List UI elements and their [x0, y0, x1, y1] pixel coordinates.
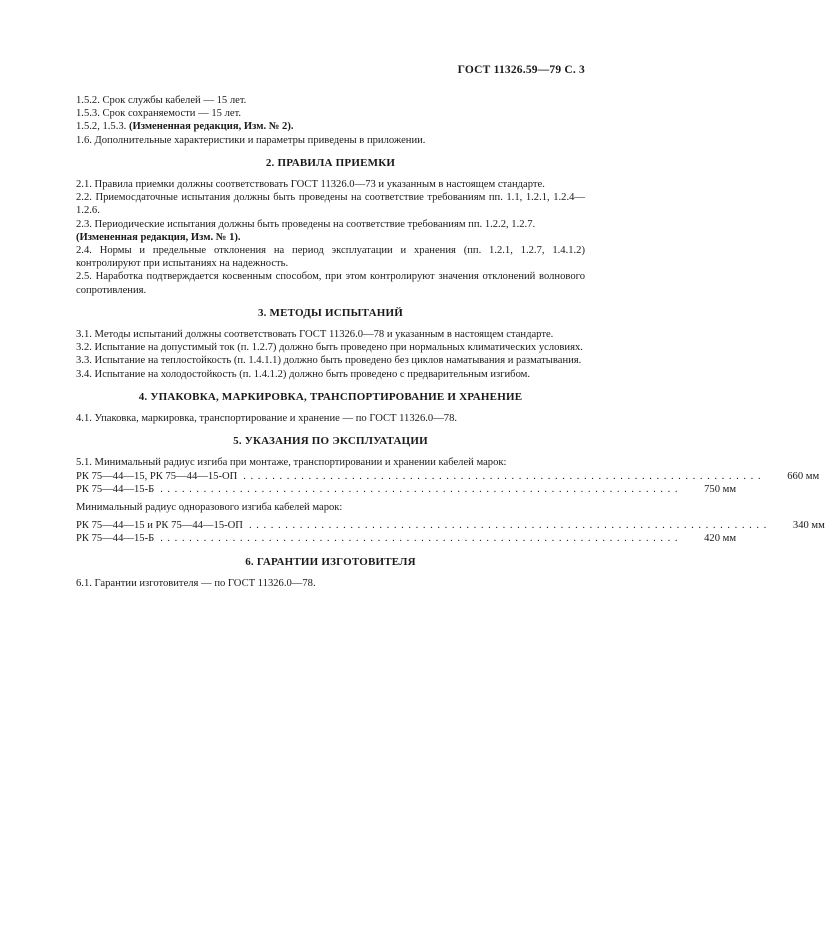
radius-row: [76, 532, 737, 545]
item-2-4: 2.4. Нормы и предельные отклонения на период эксплуатации и хранения (пп. 1.2.1, 1.2.7, 1.4.1.2) контролируют при испытаниях на надежность.: [76, 245, 585, 270]
item-2-2: 2.2. Приемосдаточные испытания должны быть проведены на соответствие требованиям пп. 1.1, 1.2.1, 1.2.4—1.2.6.: [76, 192, 585, 217]
cable-mark: РК 75—44—15, РК 75—44—15-ОП: [76, 470, 238, 482]
item-3-1: 3.1. Методы испытаний должны соответствовать ГОСТ 11326.0—78 и указанным в настоящем стандарте.: [76, 329, 554, 341]
item-1-5-2: 1.5.2. Срок службы кабелей — 15 лет.: [76, 95, 247, 106]
item-3-2: 3.2. Испытание на допустимый ток (п. 1.2.7) должно быть проведено при нормальных климатических условиях.: [76, 342, 583, 354]
item-4-1: 4.1. Упаковка, маркировка, транспортирование и хранение — по ГОСТ 11326.0—78.: [76, 413, 458, 425]
revision-note-2: [76, 231, 585, 244]
item-1-6: 1.6. Дополнительные характеристики и параметры приведены в приложении.: [76, 134, 426, 146]
cable-mark: РК 75—44—15-Б: [76, 483, 155, 495]
item-6-1: 6.1. Гарантии изготовителя — по ГОСТ 11326.0—78.: [76, 577, 316, 589]
item-1-5-3: 1.5.3. Срок сохраняемости — 15 лет.: [76, 108, 242, 120]
radius-value: 340 мм: [792, 520, 825, 532]
revision-prefix: 1.5.2, 1.5.3.: [76, 121, 129, 133]
cable-mark: РК 75—44—15-Б: [76, 533, 155, 545]
radius-value: 420 мм: [704, 533, 737, 545]
revision-bold: (Измененная редакция, Изм. № 1).: [76, 231, 241, 243]
item-2-5: 2.5. Наработка подтверждается косвенным способом, при этом контролируют значения отклонений волнового сопротивления.: [76, 271, 585, 296]
leader-dots: ........................................................................: [243, 470, 766, 482]
revision-note-1: [76, 120, 585, 133]
radius-row: [76, 470, 820, 483]
leader-dots: ........................................................................: [248, 520, 771, 532]
item-3-4: 3.4. Испытание на холодостойкость (п. 1.4.1.2) должно быть проведено с предварительным изгибом.: [76, 368, 531, 380]
page-header: ГОСТ 11326.59—79 С. 3: [457, 64, 585, 76]
section-4-title: 4. УПАКОВКА, МАРКИРОВКА, ТРАНСПОРТИРОВАНИЕ И ХРАНЕНИЕ: [138, 390, 523, 403]
radius-row: [76, 519, 825, 532]
cable-mark: РК 75—44—15 и РК 75—44—15-ОП: [76, 520, 243, 532]
document-body: [76, 94, 825, 590]
section-3-title: 3. МЕТОДЫ ИСПЫТАНИЙ: [257, 306, 404, 319]
item-5-1: 5.1. Минимальный радиус изгиба при монтаже, транспортировании и хранении кабелей марок:: [76, 457, 507, 469]
leader-dots: ........................................................................: [160, 483, 683, 495]
revision-bold: (Измененная редакция, Изм. № 2).: [128, 121, 294, 133]
item-2-3: 2.3. Периодические испытания должны быть проведены на соответствие требованиям пп. 1.2.2, 1.2.7.: [76, 218, 536, 230]
one-time-bend-intro: Минимальный радиус одноразового изгиба кабелей марок:: [76, 502, 343, 514]
section-5-title: 5. УКАЗАНИЯ ПО ЭКСПЛУАТАЦИИ: [233, 435, 428, 448]
leader-dots: ........................................................................: [160, 533, 683, 545]
radius-value: 750 мм: [704, 483, 737, 495]
radius-value: 660 мм: [787, 470, 820, 482]
item-2-1: 2.1. Правила приемки должны соответствовать ГОСТ 11326.0—73 и указанным в настоящем стандарте.: [76, 179, 545, 191]
section-6-title: 6. ГАРАНТИИ ИЗГОТОВИТЕЛЯ: [245, 555, 416, 568]
section-2-title: 2. ПРАВИЛА ПРИЕМКИ: [265, 156, 396, 169]
item-3-3: 3.3. Испытание на теплостойкость (п. 1.4.1.1) должно быть проведено без циклов наматывания и разматывания.: [76, 355, 582, 367]
radius-row: [76, 483, 737, 496]
